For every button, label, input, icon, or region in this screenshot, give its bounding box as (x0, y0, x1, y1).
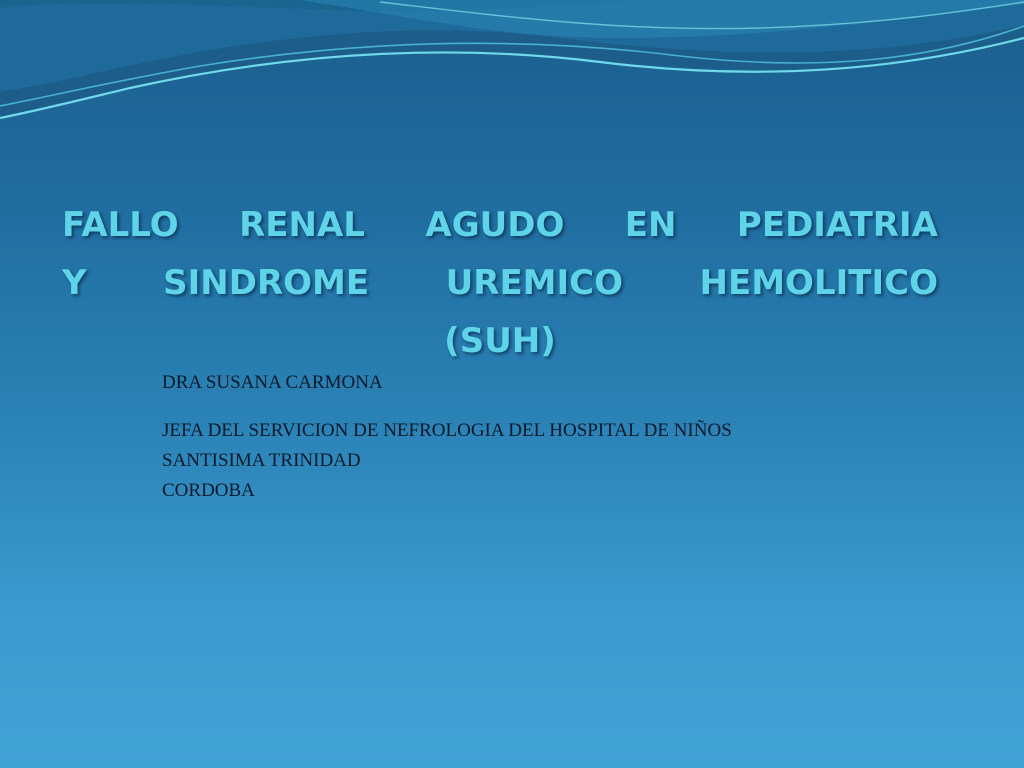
title-word: Y (62, 263, 87, 303)
title-word: EN (624, 205, 677, 245)
author-role-line-2: SANTISIMA TRINIDAD (162, 450, 361, 471)
title-word: (SUH) (444, 321, 556, 361)
title-line-3 (62, 312, 938, 370)
slide-title (62, 196, 938, 370)
title-word: SINDROME (163, 263, 370, 303)
author-role-line-1: JEFA DEL SERVICION DE NEFROLOGIA DEL HOSPITAL DE NIÑOS (162, 420, 732, 441)
title-word: FALLO (62, 205, 179, 245)
title-line-2 (62, 254, 938, 312)
author-name: DRA SUSANA CARMONA (162, 372, 383, 393)
title-line-1 (62, 196, 938, 254)
title-word: RENAL (239, 205, 365, 245)
title-word: UREMICO (445, 263, 624, 303)
wave-decoration (0, 0, 1024, 130)
author-city: CORDOBA (162, 480, 255, 501)
title-word: AGUDO (425, 205, 565, 245)
title-word: PEDIATRIA (736, 205, 938, 245)
title-word: HEMOLITICO (699, 263, 938, 303)
slide-subtitle (162, 368, 922, 506)
